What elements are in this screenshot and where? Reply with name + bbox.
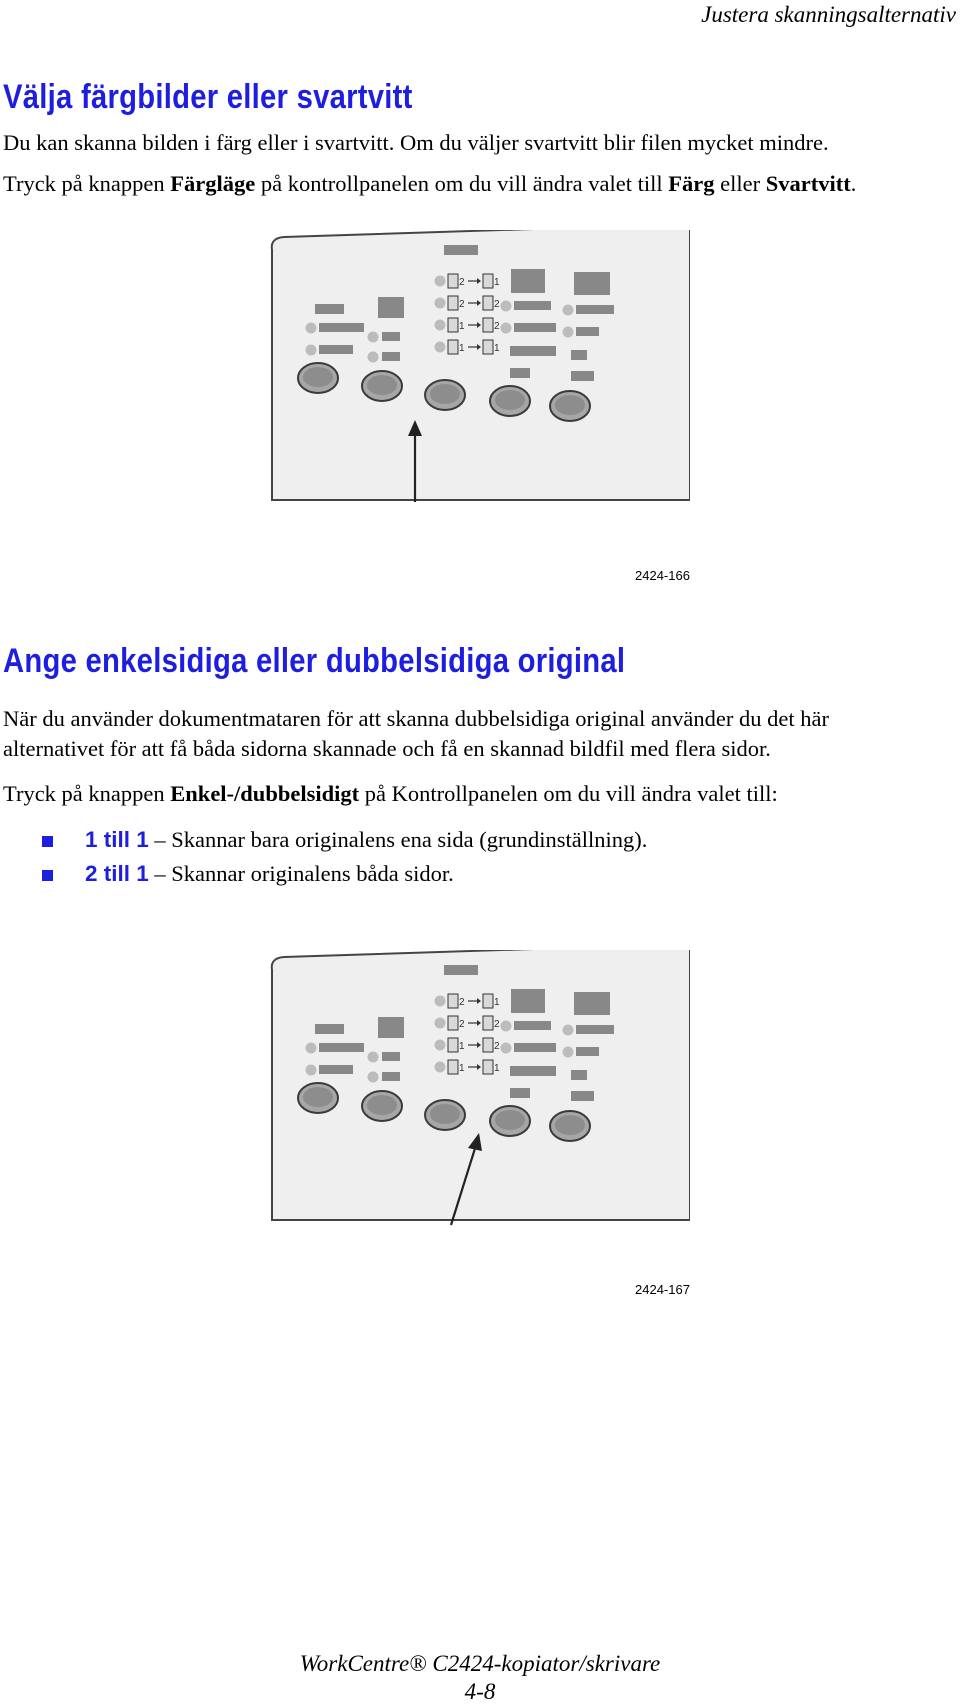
label-block <box>319 345 353 354</box>
indicator-light <box>435 276 446 287</box>
paragraph-instruction: Tryck på knappen Enkel-/dubbelsidigt på Kontrollpanelen om du vill ändra valet till: <box>3 781 778 806</box>
label-block <box>319 1065 353 1074</box>
indicator-light <box>501 1043 512 1054</box>
footer-product: WorkCentre® C2424-kopiator/skrivare <box>299 1651 661 1676</box>
indicator-light <box>368 352 379 363</box>
indicator-light <box>306 1065 317 1076</box>
label-block <box>571 350 587 360</box>
page-icon <box>483 274 493 288</box>
panel-button-face <box>430 1104 460 1124</box>
page-icon <box>483 318 493 332</box>
indicator-light <box>368 1072 379 1083</box>
panel-button-face <box>495 1110 525 1130</box>
duplex-digit: 2 <box>494 299 500 310</box>
label-block <box>576 327 599 336</box>
control-panel-illustration <box>258 950 690 1240</box>
indicator-light <box>368 332 379 343</box>
duplex-digit: 1 <box>459 1041 465 1052</box>
label-block <box>571 1091 594 1101</box>
label-block <box>510 346 556 356</box>
indicator-light <box>306 1043 317 1054</box>
indicator-light <box>435 1018 446 1029</box>
page-icon <box>483 340 493 354</box>
label-block <box>382 1052 400 1061</box>
page-icon <box>448 1038 458 1052</box>
label-block <box>514 1021 551 1030</box>
paragraph: När du använder dokumentmataren för att skanna dubbelsidiga original använder du det här <box>3 706 829 731</box>
control-panel-figure <box>258 950 690 1245</box>
page-icon <box>483 296 493 310</box>
figure-id: 2424-166 <box>635 568 690 583</box>
label-block <box>510 1088 530 1098</box>
label-block <box>514 1043 556 1052</box>
page-icon <box>448 296 458 310</box>
label-block <box>574 272 610 295</box>
indicator-light <box>435 1062 446 1073</box>
label-block <box>576 1047 599 1056</box>
footer-page-number: 4-8 <box>464 1679 496 1704</box>
duplex-digit: 2 <box>459 997 465 1008</box>
indicator-light <box>435 996 446 1007</box>
indicator-light <box>563 327 574 338</box>
label-block <box>315 304 344 314</box>
duplex-digit: 2 <box>494 1041 500 1052</box>
label-block <box>378 1017 404 1038</box>
indicator-light <box>435 342 446 353</box>
page-icon <box>448 994 458 1008</box>
indicator-light <box>306 323 317 334</box>
paragraph: Du kan skanna bilden i färg eller i svartvitt. Om du väljer svartvitt blir filen mycket mindre. <box>3 130 829 155</box>
duplex-digit: 1 <box>494 277 500 288</box>
page-icon <box>448 274 458 288</box>
duplex-digit: 2 <box>494 321 500 332</box>
panel-button-face <box>430 384 460 404</box>
indicator-light <box>435 320 446 331</box>
indicator-light <box>435 1040 446 1051</box>
paragraph: alternativet för att få båda sidorna skannade och få en skannad bildfil med flera sidor. <box>3 736 771 761</box>
duplex-digit: 1 <box>494 343 500 354</box>
indicator-light <box>563 1025 574 1036</box>
label-block <box>571 371 594 381</box>
label-block <box>576 305 614 314</box>
page-icon <box>483 1016 493 1030</box>
list-item: 1 till 1 – Skannar bara originalens ena sida (grundinställning). <box>85 827 648 852</box>
label-block <box>382 332 400 341</box>
indicator-light <box>306 345 317 356</box>
duplex-digit: 2 <box>459 299 465 310</box>
duplex-digit: 2 <box>459 1019 465 1030</box>
indicator-light <box>501 1021 512 1032</box>
section-heading-duplex: Ange enkelsidiga eller dubbelsidiga original <box>3 642 626 680</box>
panel-button-face <box>555 1115 585 1135</box>
label-block <box>511 269 545 293</box>
bullet-marker <box>42 836 53 847</box>
paragraph-instruction: Tryck på knappen Färgläge på kontrollpanelen om du vill ändra valet till Färg eller Svartvitt. <box>3 171 857 196</box>
label-block <box>514 323 556 332</box>
panel-button-face <box>303 1087 333 1107</box>
page-icon <box>448 1016 458 1030</box>
page-icon <box>448 318 458 332</box>
panel-button-face <box>555 395 585 415</box>
duplex-digit: 1 <box>459 1063 465 1074</box>
indicator-light <box>501 323 512 334</box>
label-block <box>510 368 530 378</box>
label-block <box>382 1072 400 1081</box>
label-block <box>319 1043 364 1052</box>
indicator-light <box>563 1047 574 1058</box>
label-block <box>378 297 404 318</box>
section-heading-color: Välja färgbilder eller svartvitt <box>3 78 413 116</box>
label-block <box>511 989 545 1013</box>
label-block <box>514 301 551 310</box>
page-icon <box>483 1060 493 1074</box>
panel-button-face <box>367 1095 397 1115</box>
panel-button-face <box>367 375 397 395</box>
page-icon <box>448 1060 458 1074</box>
label-block <box>510 1066 556 1076</box>
duplex-digit: 1 <box>459 343 465 354</box>
panel-button-face <box>495 390 525 410</box>
indicator-light <box>368 1052 379 1063</box>
label-block <box>574 992 610 1015</box>
page-icon <box>483 994 493 1008</box>
duplex-digit: 2 <box>459 277 465 288</box>
label-block <box>576 1025 614 1034</box>
panel-button-face <box>303 367 333 387</box>
figure-id: 2424-167 <box>635 1282 690 1297</box>
label-block <box>382 352 400 361</box>
label-block <box>571 1070 587 1080</box>
duplex-digit: 1 <box>494 1063 500 1074</box>
running-header: Justera skanningsalternativ <box>701 2 956 27</box>
control-panel-illustration <box>258 230 690 520</box>
label-block <box>444 245 478 255</box>
duplex-digit: 1 <box>494 997 500 1008</box>
indicator-light <box>435 298 446 309</box>
label-block <box>319 323 364 332</box>
duplex-digit: 1 <box>459 321 465 332</box>
page-icon <box>448 340 458 354</box>
page-icon <box>483 1038 493 1052</box>
duplex-digit: 2 <box>494 1019 500 1030</box>
list-item: 2 till 1 – Skannar originalens båda sidor. <box>85 861 454 886</box>
control-panel-figure <box>258 230 690 525</box>
indicator-light <box>501 301 512 312</box>
label-block <box>444 965 478 975</box>
indicator-light <box>563 305 574 316</box>
label-block <box>315 1024 344 1034</box>
bullet-marker <box>42 870 53 881</box>
